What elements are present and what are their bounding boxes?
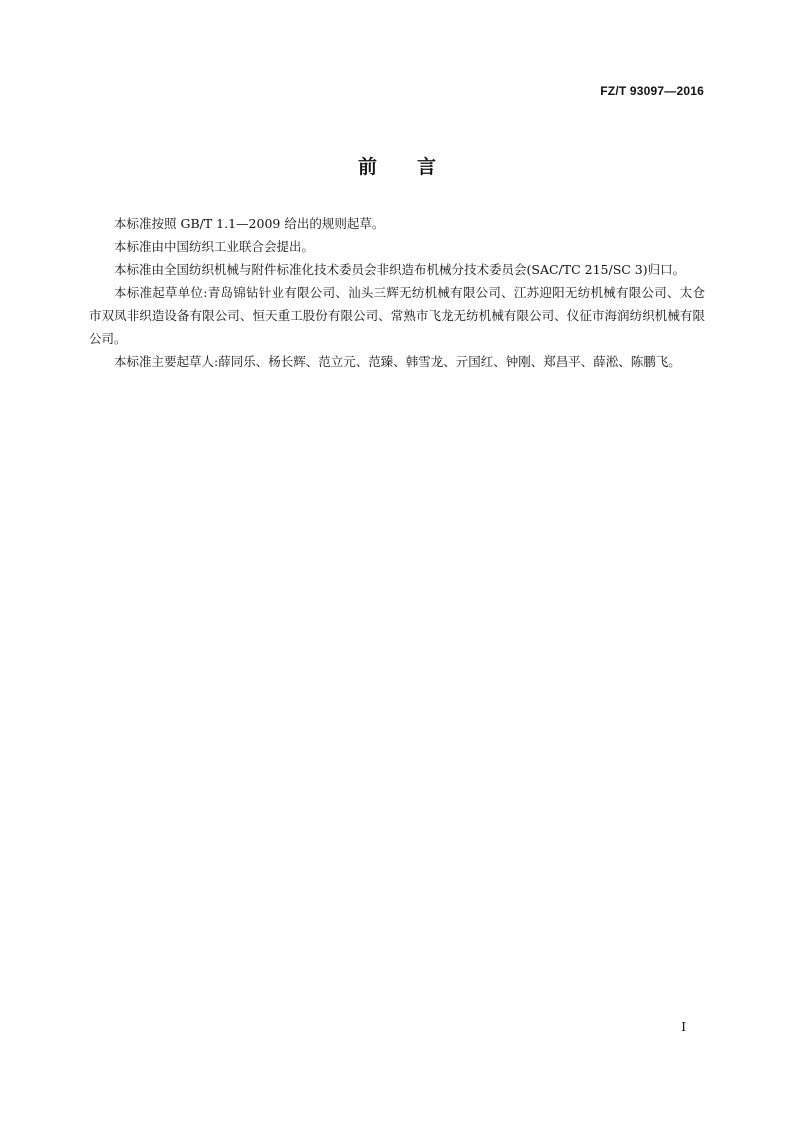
title-char-2: 言 (417, 156, 437, 178)
page-number: I (681, 1020, 686, 1034)
paragraph-drafting-rules: 本标准按照 GB/T 1.1—2009 给出的规则起草。 (114, 216, 385, 231)
foreword-body (89, 212, 705, 373)
paragraph-technical-committee: 本标准由全国纺织机械与附件标准化技术委员会非织造布机械分技术委员会(SAC/TC 215/SC 3)归口。 (114, 262, 686, 277)
paragraph-drafters: 本标准主要起草人:薛同乐、杨长辉、范立元、范臻、韩雪龙、亓国红、钟刚、郑昌平、薛淞、陈鹏飞。 (114, 354, 681, 369)
standard-code: FZ/T 93097—2016 (600, 84, 704, 98)
page-title (0, 152, 794, 179)
title-char-1: 前 (357, 156, 377, 178)
paragraph-proposer: 本标准由中国纺织工业联合会提出。 (114, 239, 315, 254)
paragraph-drafting-units: 本标准起草单位:青岛锦钻针业有限公司、汕头三辉无纺机械有限公司、江苏迎阳无纺机械有限公司、太仓市双凤非织造设备有限公司、恒天重工股份有限公司、常熟市飞龙无纺机械有限公司、仪征市海润纺织机械有限公司。 (89, 285, 705, 346)
